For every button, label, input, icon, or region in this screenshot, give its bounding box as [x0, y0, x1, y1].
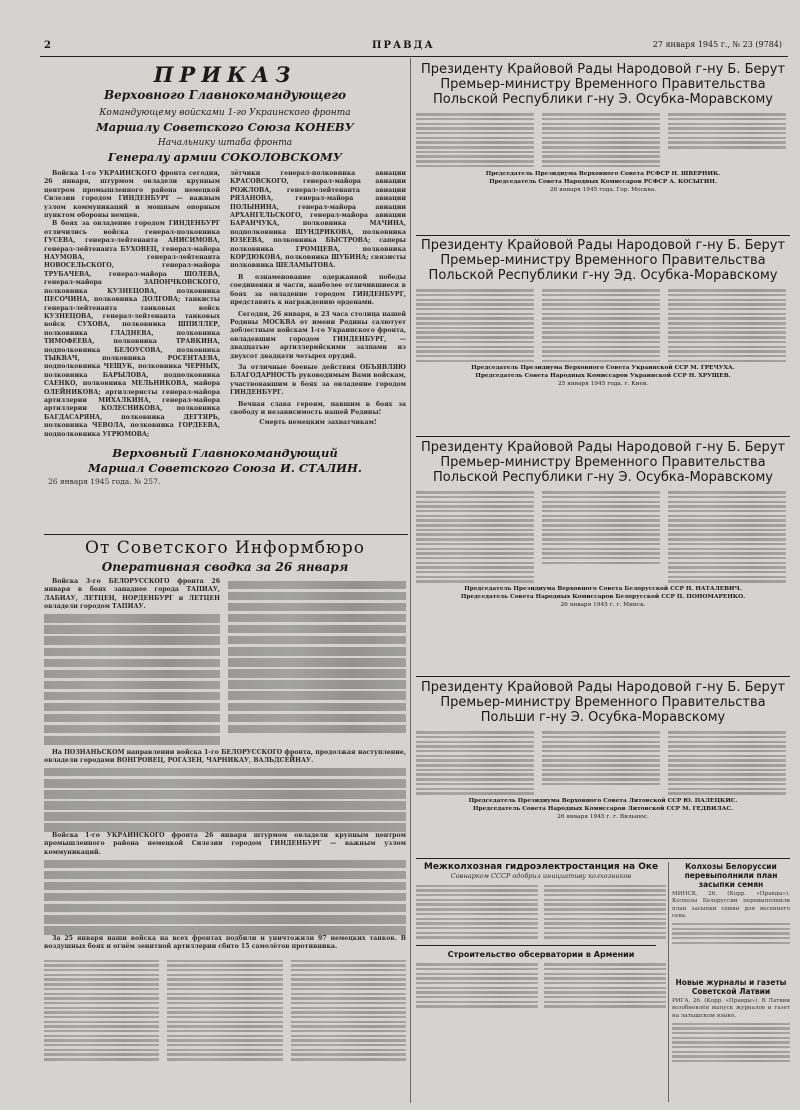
telegram-signature: Председатель Президиума Верховного Совета РСФСР Н. ШВЕРНИК.: [485, 170, 721, 177]
text-lines: [416, 961, 538, 1010]
telegram-block: [416, 440, 790, 672]
order-paragraph: Войска 1-го УКРАИНСКОГО фронта сегодня, 26 января, штурмом овладели крупным центром промышленного района немецкой Силезии городом ГИНДЕНБУРГ — важным узлом коммуникаций и мощным опорным пунктом обороны немцев.: [44, 170, 220, 220]
section-rule: [44, 534, 408, 535]
telegram-title: Польши г-ну Э. Осубка-Моравскому: [480, 710, 726, 725]
text-lines: [668, 111, 786, 170]
text-lines: [44, 768, 406, 832]
armenia-title: Строительство обсерватории в Армении: [447, 949, 635, 959]
order-paragraph: За отличные боевые действия ОБЪЯВЛЯЮ БЛАГОДАРНОСТЬ руководимым Вами войскам, участвовавшим в боях за овладение городом ГИНДЕНБУРГ.: [230, 363, 406, 397]
telegram-title: Президенту Крайовой Рады Народовой г-ну Б. Берут: [420, 238, 786, 253]
text-lines: [544, 882, 666, 941]
kolkhoz-title: перевыполнили план: [684, 871, 778, 880]
order-signature-title: Верховный Главнокомандующий: [112, 446, 338, 461]
text-lines: [416, 882, 538, 941]
telegram-title: Президенту Крайовой Рады Народовой г-ну Б. Берут: [420, 440, 786, 455]
telegram-title: Премьер-министру Временного Правительства: [440, 253, 766, 268]
issue-date: 27 января 1945 г., № 23 (9784): [652, 40, 782, 49]
text-lines: [668, 729, 786, 797]
informburo-col: [228, 578, 406, 745]
telegram-date: 26 января 1945 г. г. Вильнюс.: [557, 813, 649, 820]
hydro-title: Межколхозная гидроэлектростанция на Оке: [423, 862, 659, 872]
text-lines: [542, 729, 660, 797]
text-lines: [544, 961, 666, 1010]
section-rule: [416, 436, 790, 437]
telegram-date: 25 января 1945 года. г. Киев.: [557, 381, 649, 388]
informburo-subtitle: Оперативная сводка за 26 января: [101, 560, 349, 574]
text-lines: [291, 957, 406, 1062]
order-date-number: 26 января 1945 года. № 257.: [48, 477, 161, 487]
informburo-lead-2: На ПОЗНАНЬСКОМ направлении войска 1-го БЕЛОРУССКОГО фронта, продолжая наступление, овладели городами ВОНГРОВЕЦ, РОГАЗЕН, ЧАРНИКАУ, ВАЛЬДСЕЙНАУ.: [44, 748, 406, 764]
order-chief-staff-name: Генералу армии СОКОЛОВСКОМУ: [107, 150, 343, 164]
informburo-article: [44, 538, 406, 1103]
informburo-col: [44, 578, 220, 745]
page-header: [0, 40, 800, 54]
telegram-signature: Председатель Президиума Верховного Совета Литовской ССР Ю. ПАЛЕЦКИС.: [468, 797, 738, 804]
journals-article: [672, 978, 790, 1104]
telegram-title: Польской Республики г-ну Э. Осубка-Моравскому: [433, 92, 773, 107]
telegram-block: [416, 680, 790, 856]
text-lines: [668, 287, 786, 364]
text-lines: [416, 287, 534, 364]
informburo-lead: Войска 3-го БЕЛОРУССКОГО фронта 26 января в боях западнее города ТАПИАУ, ЛАБИАУ, ЛЕТЦЕН, НОРДЕНБУРГ и ЛЕТЦЕН овладели городом ТАПИАУ.: [44, 578, 220, 611]
telegram-title: Премьер-министру Временного Правительства: [440, 77, 766, 92]
telegram-title: Польской Республики г-ну Э. Осубка-Моравскому: [433, 470, 773, 485]
telegram-title: Президенту Крайовой Рады Народовой г-ну Б. Берут: [420, 680, 786, 695]
order-article: [44, 62, 406, 532]
telegram-block: [416, 62, 790, 234]
telegram-date: 26 января 1945 г. г. Минск.: [560, 602, 646, 609]
text-lines: [228, 581, 406, 733]
telegram-signature: Председатель Совета Народных Комиссаров Литовской ССР М. ГЕДВИЛАС.: [473, 805, 733, 812]
text-lines: [44, 614, 220, 744]
kolkhoz-article: [672, 862, 790, 974]
telegram-title: Премьер-министру Временного Правительства: [440, 695, 766, 710]
order-chief-staff-line: Начальнику штаба фронта: [157, 138, 293, 148]
section-rule: [416, 676, 790, 677]
section-rule: [416, 235, 790, 236]
order-paragraph: Вечная слава героям, павшим в боях за свободу и независимость нашей Родины!: [230, 400, 406, 416]
kolkhoz-title: Колхозы Белоруссии: [685, 862, 777, 871]
order-addressee-line: Командующему войсками 1-го Украинского фронта: [99, 108, 351, 118]
telegram-signature: Председатель Совета Народных Комиссаров РСФСР А. КОСЫГИН.: [489, 178, 717, 185]
kolkhoz-text: МИНСК, 26. (Корр. «Правды»). Колхозы Белоруссии перевыполнили план засыпки семян для весеннего сева.: [672, 891, 790, 920]
column-divider: [410, 58, 411, 1103]
telegram-signature: Председатель Президиума Верховного Совета Украинской ССР М. ГРЕЧУХА.: [471, 365, 735, 372]
hydro-subtitle: Совнарком СССР одобрил инициативу колхозников: [450, 872, 632, 880]
order-title: ПРИКАЗ: [153, 62, 297, 87]
page-number: 2: [44, 40, 51, 51]
text-lines: [416, 111, 534, 170]
text-lines: [44, 957, 159, 1062]
journals-title: Новые журналы и газеты: [675, 978, 787, 987]
text-lines: [672, 923, 790, 944]
telegram-signature: Председатель Президиума Верховного Совета Белорусской ССР Н. НАТАЛЕВИЧ.: [464, 586, 742, 593]
text-lines: [542, 287, 660, 364]
order-issuer: Верховного Главнокомандующего: [104, 88, 346, 102]
text-lines: [416, 729, 534, 797]
telegram-signature: Председатель Совета Народных Комиссаров Белорусской ССР П. ПОНОМАРЕНКО.: [460, 594, 746, 601]
kolkhoz-title: засыпки семян: [698, 880, 764, 889]
journals-text: РИГА, 26. (Корр. «Правды»). В Латвии возобновлён выпуск журналов и газет на латышском языке.: [672, 998, 790, 1019]
telegram-date: 26 января 1945 года. Гор. Москва.: [549, 186, 657, 193]
informburo-lead-3: Войска 1-го УКРАИНСКОГО фронта 26 января штурмом овладели крупным центром промышленного района немецкой Силезии городом ГИНДЕНБУРГ — важным узлом коммуникаций.: [44, 831, 406, 856]
text-lines: [416, 489, 534, 585]
informburo-lead-4: За 25 января наши войска на всех фронтах подбили и уничтожили 97 немецких танков. В воздушных боях и огнём зенитной артиллерии сбито 15 самолётов противника.: [44, 934, 406, 951]
order-paragraph: В боях за овладение городом ГИНДЕНБУРГ отличились войска генерал-полковника ГУСЕВА, генерал-лейтенанта АНИСИМОВА, генерал-лейтенанта БУХОВЕЦ, генерал-майора НАУМОВА, генерал-лейтенанта НОВОСЕЛЬСКОГО, генерал-майора ТРУБАЧЕВА, генерал-майора ШОЛЕВА, генерал-майора ЗАПОНЧКОВСКОГО, полковника КУЗНЕЦОВА, полковника ПЕСОЧИНА, полковника ДОЛГОВА; танкисты генерал-лейтенанта танковых войск КУЗНЕЦОВА, генерал-лейтенанта танковых войск СУХОВА, полковника ШПИЛЛЕР, полковника ГЛАДНЕВА, полковника ТИМОФЕЕВА, полковника ТРАВКИНА, подполковника БЕЛОУСОВА, полковника ТЫКВАЧ, полковника РОСЕНТАЕВА, подполковника ЧЕЩУК, полковника ЧЕРНЫХ, полковника БАРЫЛОВА, подполковника САЕНКО, полковника МЕЛЬНИКОВА, майора ОЛЕЙНИКОВА; артиллеристы генерал-майора артиллерии МИХАЛКИНА, генерал-майора артиллерии КОЛЕСНИКОВА, полковника БАГДАСАРЯНА, полковника ДЕГТЯРЬ, полковника ЧЕВОЛА, полковника ГОРДЕЕВА, подполковника УГРЮМОВА;: [44, 220, 220, 438]
informburo-title: От Советского Информбюро: [85, 538, 365, 558]
hydro-article: [416, 862, 666, 1104]
text-lines: [44, 860, 406, 935]
header-rule: [40, 56, 788, 57]
telegram-block: [416, 238, 790, 434]
section-rule: [416, 858, 790, 859]
telegram-title: Премьер-министру Временного Правительства: [440, 455, 766, 470]
text-lines: [167, 957, 282, 1062]
text-lines: [672, 1023, 790, 1063]
section-rule: [416, 945, 656, 946]
telegram-signature: Председатель Совета Народных Комиссаров Украинской ССР Н. ХРУЩЕВ.: [475, 373, 731, 380]
telegram-title: Польской Республики г-ну Эд. Осубка-Моравскому: [428, 268, 778, 283]
order-paragraph: лётчики генерал-полковника авиации КРАСОВСКОГО, генерал-майора авиации РОЖЛОВА, генерал-лейтенанта авиации РЯЗАНОВА, генерал-майора авиации ПОЛЫНИНА, генерал-майора авиации АРХАНГЕЛЬСКОГО, генерал-майора авиации БАРАНЧУКА, полковника МАЧИНА, подполковника ШУНДРИКОВА, полковника ЮЗЕЕВА, полковника БЫСТРОВА; саперы полковника ГРОМЦЕВА, полковника КОРДЮКОВА, полковника ШУБИНА; связисты полковника ШЕЛАМЫТОВА.: [230, 170, 406, 270]
journals-title: Советской Латвии: [691, 987, 771, 996]
newspaper-name: ПРАВДА: [372, 40, 435, 51]
column-divider: [668, 862, 669, 1102]
order-paragraph: Смерть немецким захватчикам!: [259, 419, 377, 427]
order-signature-name: Маршал Советского Союза И. СТАЛИН.: [88, 461, 362, 476]
telegram-title: Президенту Крайовой Рады Народовой г-ну Б. Берут: [420, 62, 786, 77]
text-lines: [542, 111, 660, 170]
text-lines: [668, 489, 786, 585]
text-lines: [542, 489, 660, 585]
order-paragraph: Сегодня, 26 января, в 23 часа столица нашей Родины МОСКВА от имени Родины салютует доблестным войскам 1-го Украинского фронта, овладевшим городом ГИНДЕНБУРГ, — двадцатью артиллерийскими залпами из двухсот двадцати четырех орудий.: [230, 310, 406, 360]
order-addressee-name: Маршалу Советского Союза КОНЕВУ: [96, 120, 354, 134]
order-paragraph: В ознаменование одержанной победы соединения и части, наиболее отличившиеся в боях за овладение городом ГИНДЕНБУРГ, представить к награждению орденами.: [230, 273, 406, 307]
